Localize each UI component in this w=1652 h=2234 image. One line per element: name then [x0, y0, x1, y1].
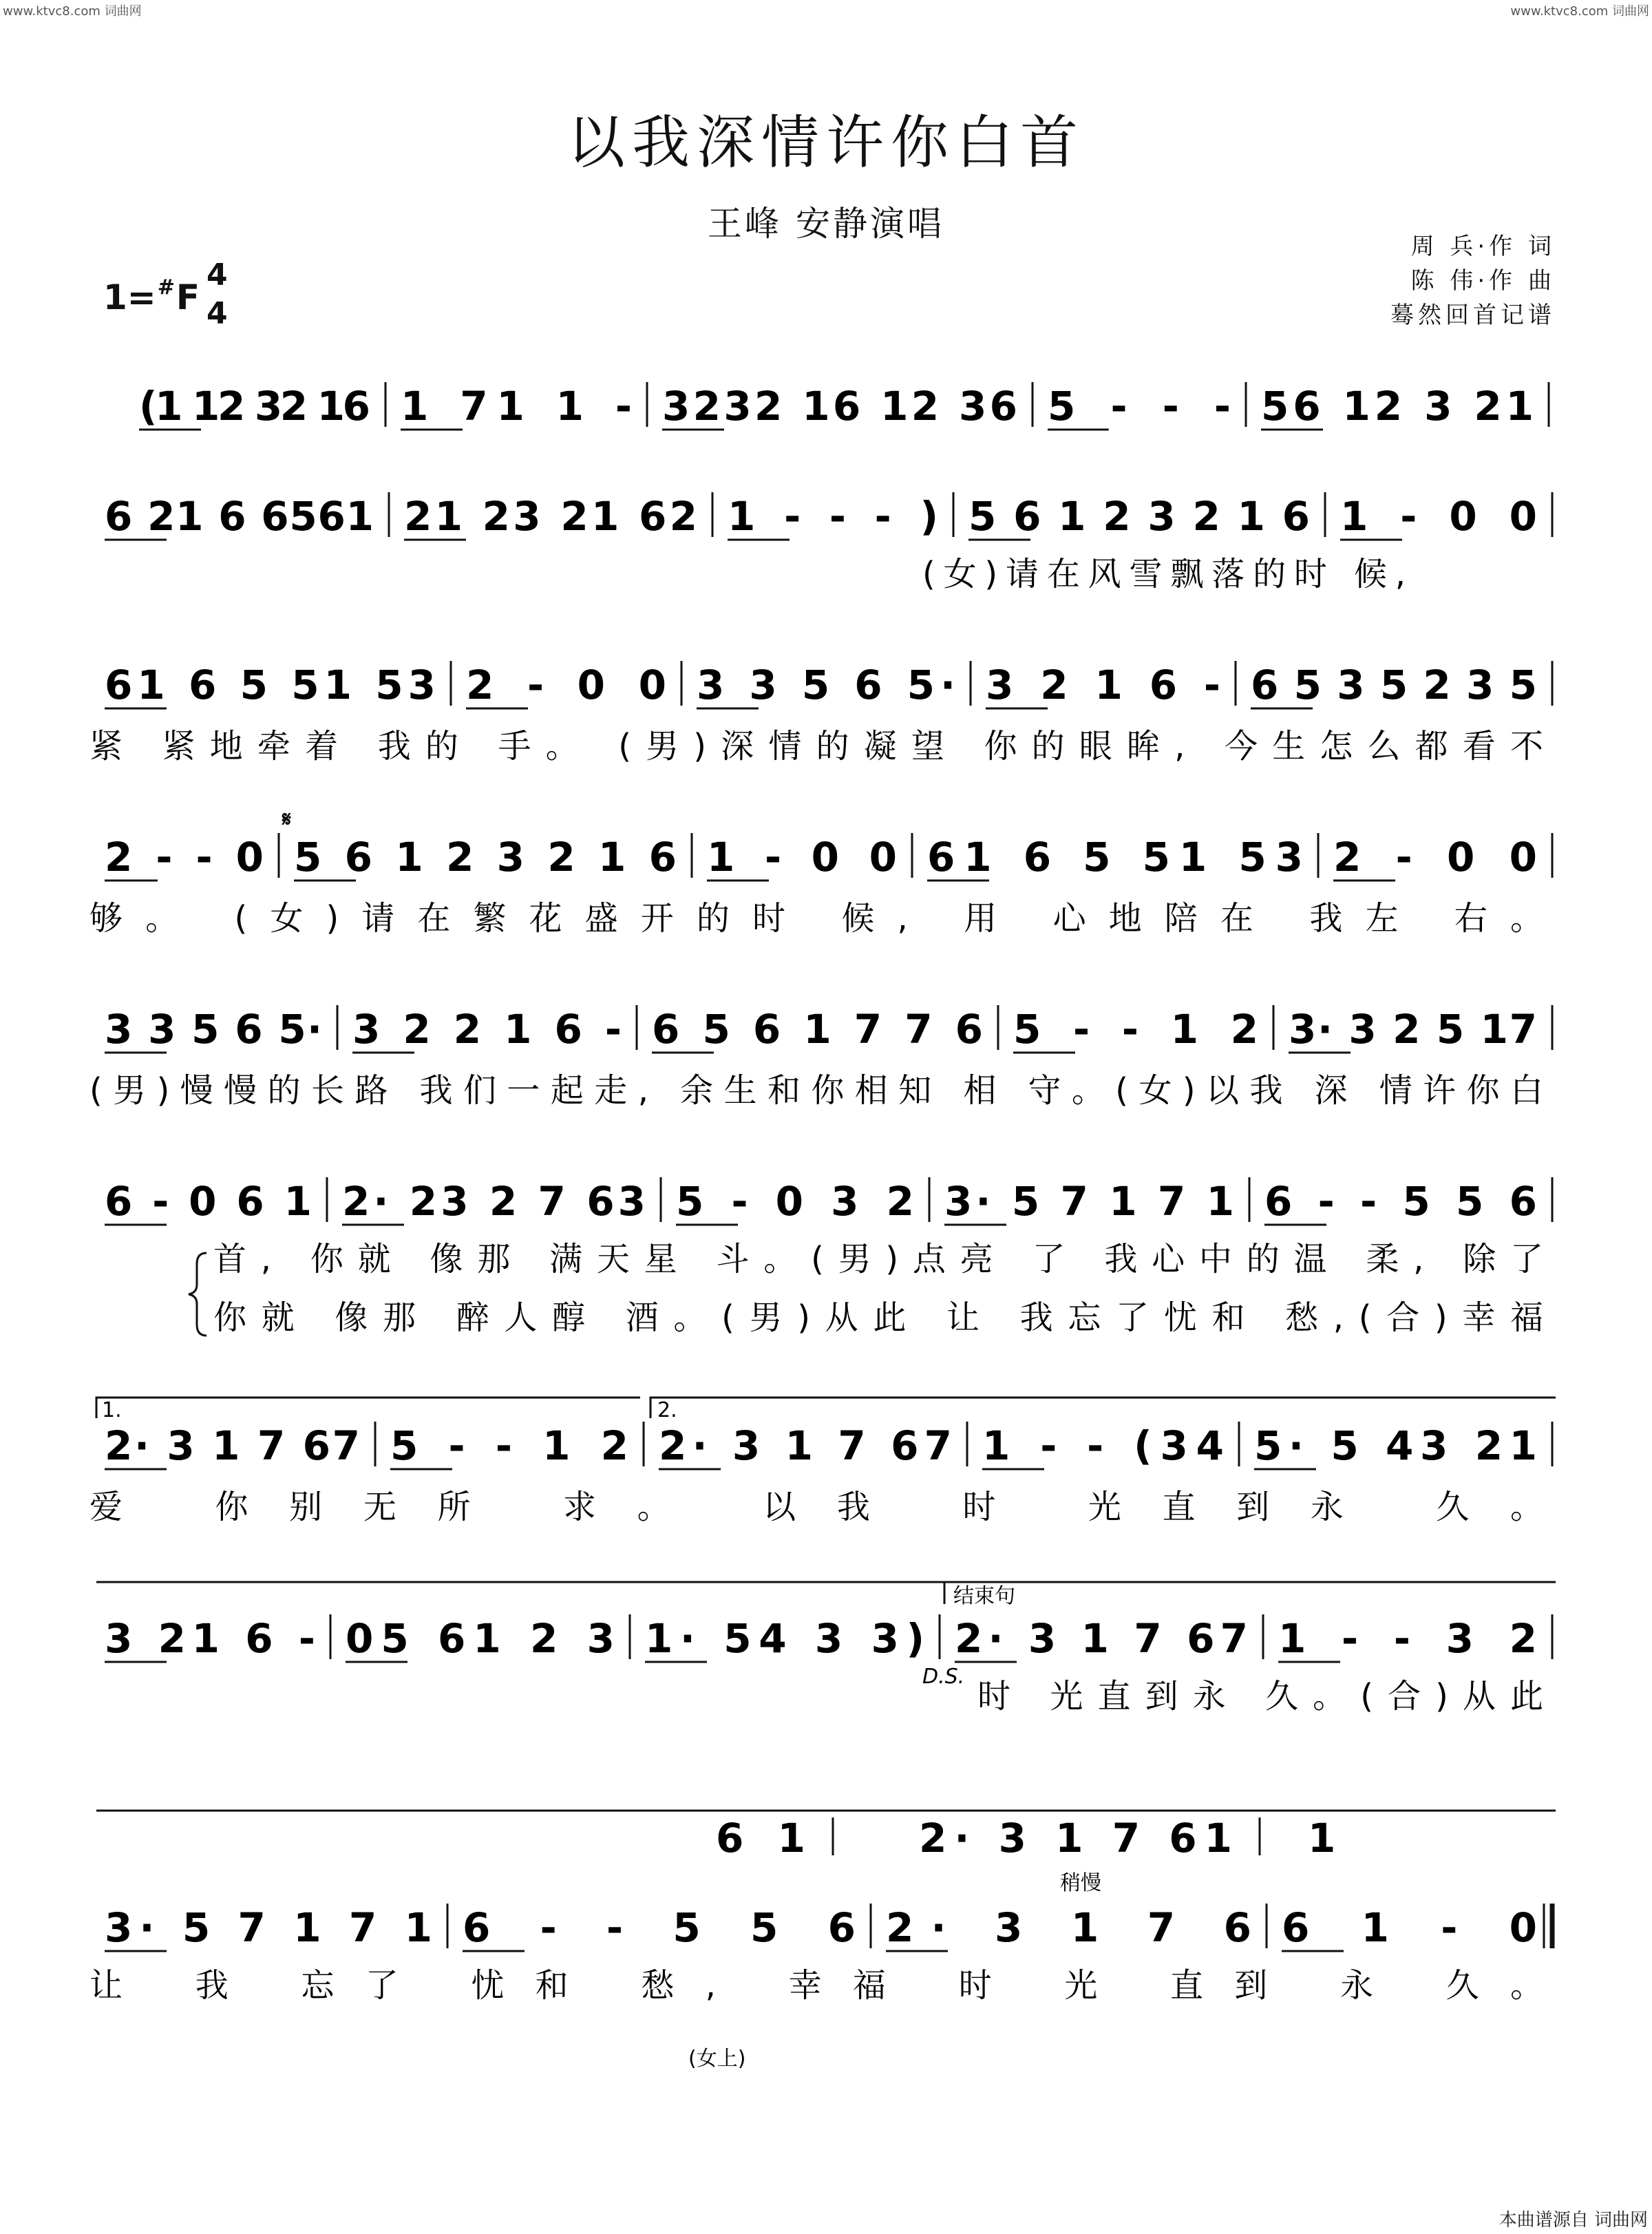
verse-brace	[189, 1253, 206, 1336]
measure-notes: 21 23 21 62	[404, 493, 697, 540]
measure-notes: 56 12 3 21	[1261, 383, 1534, 430]
measure-notes: 2· 23 2 7 63	[342, 1178, 646, 1225]
segno-icon: 𝄋	[282, 808, 291, 832]
measure-notes: 6 - 0 6 1	[105, 1178, 312, 1225]
measure-notes: 2· 3 1 7 67	[105, 1422, 360, 1469]
volta-2-bracket	[650, 1398, 1556, 1418]
measure-notes: 3 3 5 6 5·	[697, 662, 955, 708]
ds-marking: D.S.	[922, 1665, 965, 1689]
measure-notes: 1 - 0 0	[1340, 493, 1537, 540]
ending-label: 结束句	[953, 1584, 1015, 1608]
measure-notes: 3232 16 12 36	[662, 383, 1017, 430]
measure-notes: 1 - - 3 2	[1278, 1615, 1537, 1662]
measure-notes: 1 71 1 -	[401, 383, 632, 430]
time-signature-bottom: 4	[206, 296, 228, 331]
ossia-notes: 6 1	[716, 1815, 805, 1862]
measure-notes: 2 - 0 0	[466, 662, 666, 708]
measure-notes: 2· 3 1 7 67	[659, 1422, 952, 1469]
key-prefix: 1=	[103, 277, 156, 317]
measure-notes: 3 2 2 1 6 -	[352, 1006, 622, 1053]
lyricist-credit: 周 兵·作 词	[1410, 233, 1556, 260]
key-note: F	[176, 277, 200, 317]
ossia-notes: 1	[1308, 1815, 1336, 1862]
measure-notes: 3· 3 2 5 17	[1289, 1006, 1537, 1053]
singers: 王峰 安静演唱	[708, 204, 944, 244]
measure-notes: 1 - 0 0	[707, 834, 897, 881]
measure-notes: 05 61 2 3	[346, 1615, 615, 1662]
measure-notes: 61 6 5 51 53	[105, 662, 436, 708]
measure-notes: 2 - - 0	[105, 834, 264, 881]
measure-notes: 5 - - 1 2	[390, 1422, 628, 1469]
measure-notes: 1 - - (34	[982, 1422, 1224, 1469]
transcriber-credit: 蓦然回首记谱	[1390, 302, 1556, 329]
measure-notes: 3 2 1 6 -	[986, 662, 1220, 708]
measure-notes: 5 6 1 2 3 2 1 6	[968, 493, 1310, 540]
voice-note: (女上)	[688, 2047, 746, 2071]
ossia-notes: 2· 3 1 7 61	[919, 1815, 1232, 1862]
measure-notes: 3 21 6 -	[105, 1615, 315, 1662]
measure-notes: 3 3 5 6 5·	[105, 1006, 322, 1053]
composer-credit: 陈 伟·作 曲	[1410, 267, 1556, 295]
lyric-line: (男)慢慢的长路 我们一起走, 余生和你相知 相 守。(女)以我 深 情许你白	[89, 1071, 1556, 1110]
measure-notes: 5 - 0 3 2	[676, 1178, 914, 1225]
lyric-line: 首, 你就 像那 满天星 斗。(男)点亮 了 我心中的温 柔, 除了	[213, 1240, 1556, 1278]
lyric-line: 够。 (女)请在繁花盛开的时 候, 用 心地陪在 我左 右。	[89, 899, 1556, 938]
measure-notes: 3· 5 7 1 7 1	[944, 1178, 1234, 1225]
watermark-bottom-right: 本曲谱源自 词曲网	[1499, 2210, 1648, 2231]
measure-notes: 1· 54 3 3)	[645, 1615, 924, 1662]
measure-notes: 5· 5 43 21	[1254, 1422, 1537, 1469]
measure-notes: 2· 3 1 7 67	[955, 1615, 1248, 1662]
sharp-sign: #	[157, 275, 175, 299]
lyric-line: (女)请在风雪飘落的时 候,	[922, 555, 1418, 593]
tempo-marking: 稍慢	[1060, 1871, 1101, 1895]
volta-2-label: 2.	[657, 1398, 677, 1422]
volta-1-bracket	[96, 1398, 640, 1418]
measure-notes: 5 - - -	[1048, 383, 1231, 430]
measure-notes: 6 5 6 1 7 7 6	[652, 1006, 983, 1053]
measure-notes: 6 5 3 5 2 3 5	[1251, 662, 1537, 708]
measure-notes: 61 6 5 51 53	[927, 834, 1303, 881]
volta-1-label: 1.	[102, 1398, 122, 1422]
watermark-top-right: www.ktvc8.com 词曲网	[1510, 4, 1649, 19]
song-title: 以我深情许你白首	[566, 109, 1085, 176]
measure-notes: 6 - - 5 5 6	[1264, 1178, 1537, 1225]
time-signature-top: 4	[206, 257, 228, 293]
measure-notes: 2 - 0 0	[1333, 834, 1537, 881]
measure-notes: 1 - - - )	[728, 493, 938, 540]
lyric-line: 时 光直到永 久。(合)从此	[977, 1677, 1556, 1716]
watermark-top-left: www.ktvc8.com 词曲网	[3, 4, 142, 19]
measure-notes: 3· 5 7 1 7 1	[105, 1904, 432, 1951]
lyric-line: 让 我 忘了 忧和 愁, 幸福 时 光 直到 永 久。	[89, 1966, 1556, 2005]
lyric-line: 紧 紧地牵着 我的 手。 (男)深情的凝望 你的眼眸, 今生怎么都看不	[89, 727, 1556, 766]
lyric-line: 你就 像那 醉人醇 酒。(男)从此 让 我忘了忧和 愁,(合)幸福	[213, 1298, 1556, 1337]
lyric-line: 爱 你别无所 求。 以我 时 光直到永 久。	[89, 1488, 1556, 1526]
measure-notes: 2· 3 1 7 6	[886, 1904, 1251, 1951]
measure-notes: (1 12 32 16	[139, 383, 370, 430]
measure-notes: 6 21 6 6561	[105, 493, 374, 540]
measure-notes: 6 - - 5 5 6	[463, 1904, 856, 1951]
measure-notes: 5 - - 1 2	[1013, 1006, 1258, 1053]
measure-notes: 6 1 - 0	[1282, 1904, 1537, 1951]
measure-notes: 5 6 1 2 3 2 1 6	[294, 834, 677, 881]
